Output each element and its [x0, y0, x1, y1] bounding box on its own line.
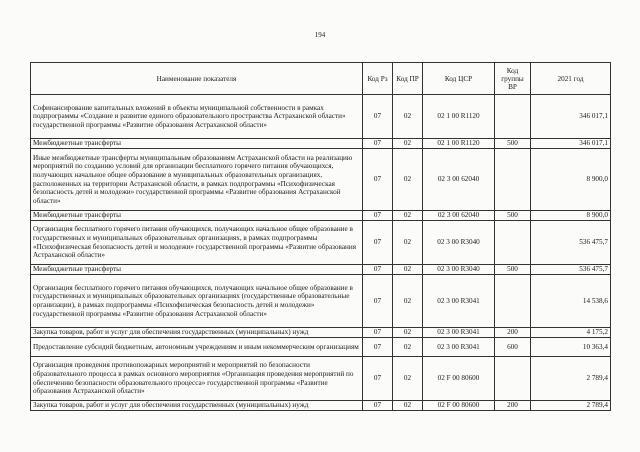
row-code-rz: 07 [363, 328, 393, 338]
row-code-vr [495, 95, 531, 139]
row-code-vr [495, 275, 531, 328]
row-code-csr: 02 3 00 R3041 [423, 275, 495, 328]
row-code-pr: 02 [393, 265, 423, 275]
row-code-rz: 07 [363, 95, 393, 139]
page-number: 194 [314, 31, 326, 39]
table-row [31, 149, 611, 211]
row-amount: 536 475,7 [531, 221, 611, 265]
header-code-csr: Код ЦСР [423, 63, 495, 95]
row-name: Организация бесплатного горячего питания обучающихся, получающих начальное общее образование в государственных и муниципальных образовательных организациях (государственные образовательные организации), в рамках подпрограммы «Психофизическая безопасность детей и молодежи» государственной программы «Развитие образования Астраханской области» [31, 275, 363, 328]
row-amount: 10 363,4 [531, 338, 611, 357]
row-code-vr: 200 [495, 401, 531, 411]
row-amount: 346 017,1 [531, 139, 611, 149]
row-code-pr: 02 [393, 401, 423, 411]
row-code-rz: 07 [363, 265, 393, 275]
row-code-pr: 02 [393, 357, 423, 401]
row-name: Предоставление субсидий бюджетным, автономным учреждениям и иным некоммерческим организациям [31, 338, 363, 357]
row-code-vr: 600 [495, 338, 531, 357]
header-indicator-name: Наименование показателя [31, 63, 363, 95]
row-code-rz: 07 [363, 139, 393, 149]
header-year-2021: 2021 год [531, 63, 611, 95]
row-name: Софинансирование капитальных вложений в объекты муниципальной собственности в рамках подпрограммы «Создание и развитие единого образовательного пространства Астраханской области» государственной программы «Развитие образования Астраханской области» [31, 95, 363, 139]
row-name: Иные межбюджетные трансферты муниципальным образованиям Астраханской области на реализацию мероприятий по созданию условий для организации бесплатного горячего питания обучающихся, получающих начальное общее образование в муниципальных образовательных организациях, расположенных на территории Астраханской области, в рамках подпрограммы «Психофизическая безопасность детей и молодежи» государственной программы «Развитие образования Астраханской области» [31, 149, 363, 211]
row-amount: 2 789,4 [531, 357, 611, 401]
row-amount: 14 538,6 [531, 275, 611, 328]
header-code-vr: Код группы ВР [495, 63, 531, 95]
row-code-vr: 500 [495, 265, 531, 275]
header-code-pr: Код ПР [393, 63, 423, 95]
row-code-csr: 02 3 00 R3041 [423, 328, 495, 338]
row-code-pr: 02 [393, 328, 423, 338]
table-row [31, 211, 611, 221]
row-code-csr: 02 1 00 R1120 [423, 139, 495, 149]
row-name: Организация проведения противопожарных мероприятий и мероприятий по безопасности образовательного процесса в рамках основного мероприятия «Организация проведения мероприятий по обеспечению безопасности образовательного процесса» государственной программы «Развитие образования Астраханской области» [31, 357, 363, 401]
row-code-vr [495, 357, 531, 401]
row-code-pr: 02 [393, 275, 423, 328]
row-code-csr: 02 3 00 R3041 [423, 338, 495, 357]
row-code-csr: 02 1 00 R1120 [423, 95, 495, 139]
row-code-rz: 07 [363, 221, 393, 265]
row-amount: 8 900,0 [531, 149, 611, 211]
table-row [31, 139, 611, 149]
table-row [31, 265, 611, 275]
row-code-vr: 500 [495, 211, 531, 221]
row-code-csr: 02 3 00 R3040 [423, 265, 495, 275]
row-code-rz: 07 [363, 211, 393, 221]
row-code-vr: 200 [495, 328, 531, 338]
row-code-rz: 07 [363, 357, 393, 401]
row-code-pr: 02 [393, 95, 423, 139]
row-code-pr: 02 [393, 149, 423, 211]
table-header-row [31, 63, 611, 95]
table-row [31, 357, 611, 401]
row-name: Межбюджетные трансферты [31, 265, 363, 275]
row-code-csr: 02 3 00 62040 [423, 149, 495, 211]
row-code-vr: 500 [495, 139, 531, 149]
row-code-csr: 02 3 00 R3040 [423, 221, 495, 265]
row-code-pr: 02 [393, 338, 423, 357]
row-code-csr: 02 F 00 80600 [423, 357, 495, 401]
row-code-rz: 07 [363, 401, 393, 411]
row-amount: 4 175,2 [531, 328, 611, 338]
row-code-pr: 02 [393, 221, 423, 265]
table-row [31, 328, 611, 338]
row-code-rz: 07 [363, 275, 393, 328]
table-row [31, 338, 611, 357]
row-code-pr: 02 [393, 211, 423, 221]
row-amount: 8 900,0 [531, 211, 611, 221]
row-name: Закупка товаров, работ и услуг для обеспечения государственных (муниципальных) нужд [31, 328, 363, 338]
row-code-vr [495, 149, 531, 211]
row-name: Межбюджетные трансферты [31, 211, 363, 221]
row-code-rz: 07 [363, 149, 393, 211]
table-row [31, 221, 611, 265]
row-code-vr [495, 221, 531, 265]
budget-table [30, 62, 611, 411]
row-amount: 2 789,4 [531, 401, 611, 411]
row-code-rz: 07 [363, 338, 393, 357]
row-name: Организация бесплатного горячего питания обучающихся, получающих начальное общее образование в государственных и муниципальных образовательных организациях, в рамках подпрограммы «Психофизическая безопасность детей и молодежи» государственной программы «Развитие образования Астраханской области» [31, 221, 363, 265]
row-code-csr: 02 3 00 62040 [423, 211, 495, 221]
table-row [31, 95, 611, 139]
row-name: Межбюджетные трансферты [31, 139, 363, 149]
table-row [31, 275, 611, 328]
row-amount: 346 017,1 [531, 95, 611, 139]
row-name: Закупка товаров, работ и услуг для обеспечения государственных (муниципальных) нужд [31, 401, 363, 411]
header-code-rz: Код Рз [363, 63, 393, 95]
row-code-pr: 02 [393, 139, 423, 149]
row-code-csr: 02 F 00 80600 [423, 401, 495, 411]
row-amount: 536 475,7 [531, 265, 611, 275]
table-row [31, 401, 611, 411]
